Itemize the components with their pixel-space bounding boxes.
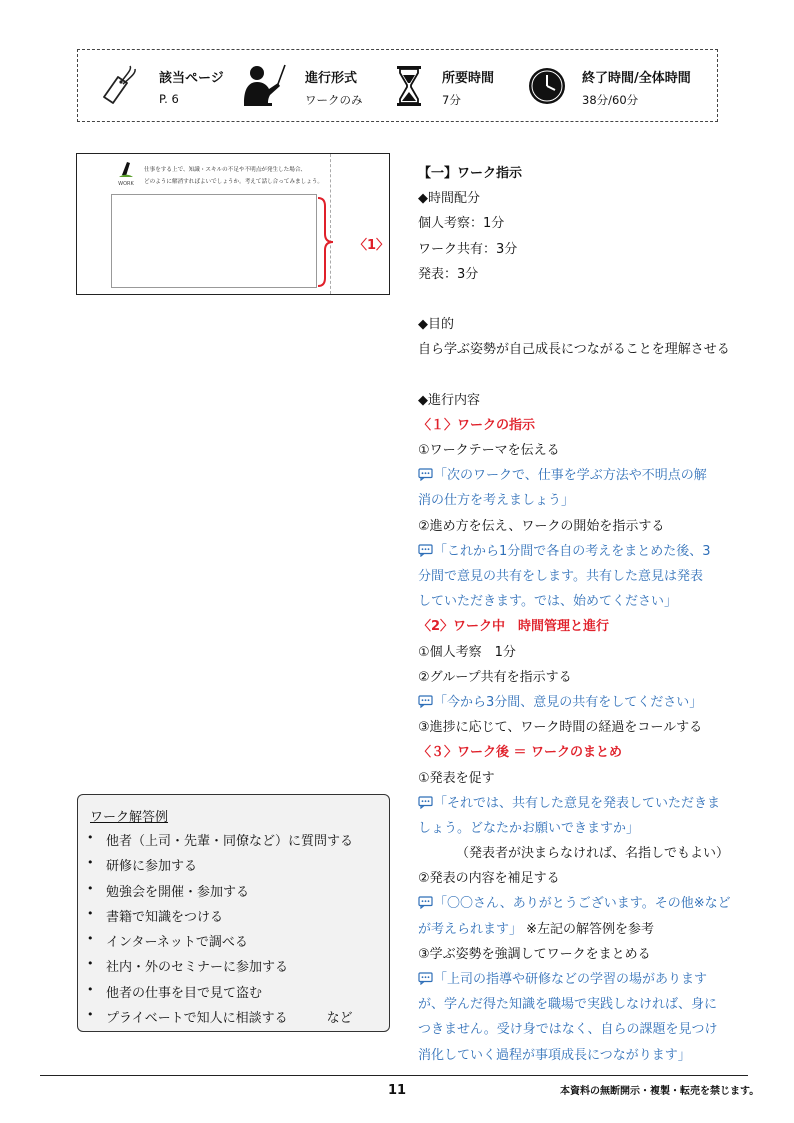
info-format-title: 進行形式 <box>305 71 358 86</box>
page-number: 11 <box>388 1083 407 1098</box>
section-heading: 【一】ワーク指示 <box>418 166 523 181</box>
step-item: ③進捗に応じて、ワーク時間の経過をコールする <box>418 720 703 736</box>
info-format-value: ワークのみ <box>305 93 363 107</box>
answer-list <box>87 830 353 1032</box>
work-instructions <box>418 161 731 1068</box>
pencil-icon <box>115 161 137 181</box>
copyright-notice: 本資料の無断開示・複製・転売を禁じます。 <box>560 1086 760 1097</box>
speech-line: 「〇〇さん、ありがとうございます。その他※など <box>418 891 728 916</box>
step-item: ②進め方を伝え、ワークの開始を指示する <box>418 518 665 534</box>
speech-bubble-icon <box>418 796 433 809</box>
time-item: 個人考察：1分 <box>418 216 505 232</box>
speech-line: 「それでは、共有した意見を発表していただきま <box>418 791 728 816</box>
time-item: ワーク共有：3分 <box>418 241 518 257</box>
spacer <box>418 287 728 312</box>
goal-text: 自ら学ぶ姿勢が自己成長につながることを理解させる <box>418 342 730 358</box>
note-line: （発表者が決まらなければ、名指しでもよい） <box>456 846 730 862</box>
answer-example-box <box>77 794 390 1032</box>
step-item: ①個人考察 1分 <box>418 644 516 660</box>
speech-line: が考えられます」 ※左記の解答例を参考 <box>418 921 655 937</box>
step-heading: 〈１〉ワークの指示 <box>418 417 536 433</box>
list-item: • インターネットで調べる <box>87 932 248 951</box>
step-heading: 〈３〉ワーク後 ＝ ワークのまとめ <box>418 745 623 761</box>
info-format <box>238 50 388 123</box>
step-item: ①発表を促す <box>418 770 495 786</box>
list-item: • プライベートで知人に相談する など <box>87 1008 353 1027</box>
speech-bubble-icon <box>418 896 433 909</box>
presenter-icon <box>240 63 286 109</box>
speech-bubble-icon <box>418 468 433 481</box>
speech-line: 「今から3分間、意見の共有をしてください」 <box>418 690 728 715</box>
note-inline: ※左記の解答例を参考 <box>522 921 655 937</box>
info-duration <box>388 50 526 123</box>
speech-line: つきません。受け身ではなく、自らの課題を見つけ <box>418 1022 718 1038</box>
session-info-box <box>77 49 718 122</box>
slide-prompt <box>144 164 323 188</box>
list-item: • 社内・外のセミナーに参加する <box>87 957 289 976</box>
slide-prompt-line: どのように解消すればよいでしょうか。考えて話し合ってみましょう。 <box>144 179 324 185</box>
goal-heading: ◆目的 <box>418 317 454 333</box>
speech-line: が、学んだ得た知識を職場で実践しなければ、身に <box>418 997 718 1013</box>
info-page-value: P. 6 <box>159 92 179 106</box>
list-item: • 他者の仕事を目で見て盗む <box>87 982 263 1001</box>
work-badge <box>115 161 137 189</box>
info-endtime-title: 終了時間/全体時間 <box>582 71 691 86</box>
speech-line: 「これから1分間で各自の考えをまとめた後、3 <box>418 539 728 564</box>
list-item: • 勉強会を開催・参加する <box>87 881 250 900</box>
bracket-icon <box>316 196 338 288</box>
speech-line: 「次のワークで、仕事を学ぶ方法や不明点の解 <box>418 463 728 488</box>
spacer <box>418 363 728 388</box>
step-heading: 〈2〉ワーク中 時間管理と進行 <box>418 619 610 635</box>
speech-line: 分間で意見の共有をします。共有した意見は発表 <box>418 569 703 584</box>
info-endtime-value: 38分/60分 <box>582 93 639 107</box>
flow-heading: ◆進行内容 <box>418 392 480 408</box>
step-item: ②発表の内容を補足する <box>418 871 560 887</box>
list-item: • 書籍で知識をつける <box>87 906 224 925</box>
footer-divider <box>40 1075 748 1076</box>
slide-prompt-line: 仕事をする上で、知識・スキルの不足や不明点が発生した場合、 <box>144 167 307 173</box>
list-item: • 研修に参加する <box>87 856 198 875</box>
slide-marker: 〈1〉 <box>354 238 390 253</box>
info-page <box>78 50 238 123</box>
speech-bubble-icon <box>418 972 433 985</box>
slide-answer-area <box>111 194 317 288</box>
speech-bubble-icon <box>418 544 433 557</box>
info-duration-title: 所要時間 <box>442 71 495 86</box>
answer-title: ワーク解答例 <box>90 810 169 825</box>
info-endtime <box>526 50 716 123</box>
speech-line: 消の仕方を考えましょう」 <box>418 493 575 509</box>
info-page-title: 該当ページ <box>159 71 224 86</box>
tag-icon <box>94 63 140 109</box>
speech-line: 「上司の指導や研修などの学習の場があります <box>418 967 728 992</box>
work-label: WORK <box>118 181 134 187</box>
hourglass-icon <box>386 63 432 109</box>
step-item: ①ワークテーマを伝える <box>418 443 560 459</box>
clock-icon <box>524 63 570 109</box>
time-item: 発表：3分 <box>418 266 479 282</box>
time-heading: ◆時間配分 <box>418 191 480 207</box>
speech-line: していただきます。では、始めてください」 <box>418 594 677 610</box>
step-item: ②グループ共有を指示する <box>418 669 572 685</box>
list-item: • 他者（上司・先輩・同僚など）に質問する <box>87 831 354 849</box>
info-duration-value: 7分 <box>442 93 461 107</box>
slide-thumbnail <box>76 153 390 295</box>
speech-line: 消化していく過程が事項成長につながります」 <box>418 1047 691 1063</box>
step-item: ③学ぶ姿勢を強調してワークをまとめる <box>418 946 651 962</box>
speech-line: しょう。どなたかお願いできますか」 <box>418 820 640 836</box>
speech-bubble-icon <box>418 695 433 708</box>
